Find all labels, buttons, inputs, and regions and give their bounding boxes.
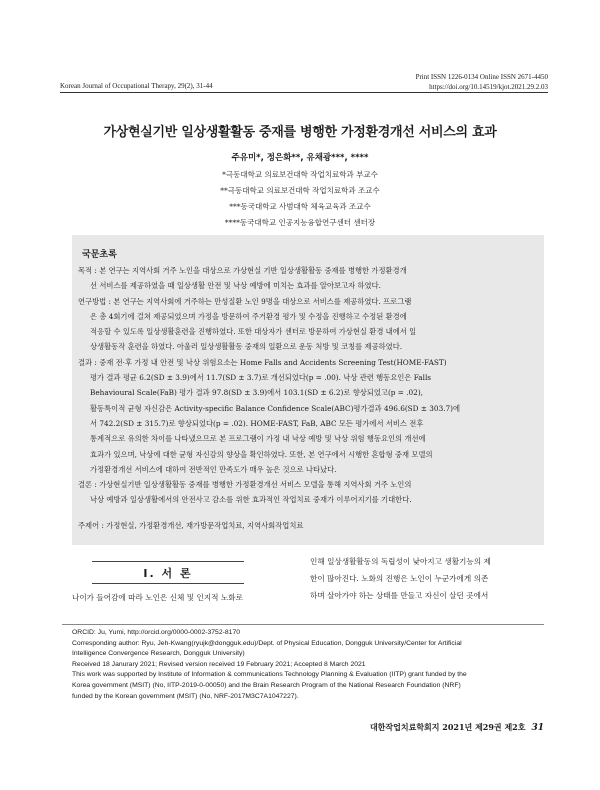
abstract-line: Behavioural Scale(FaB) 평가 결과 97.8(SD ± 3.9)에서 103.1(SD ± 6.2)로 향상되었고(p = .02), — [90, 388, 423, 398]
journal-citation: Korean Journal of Occupational Therapy, 29(2), 31-44 — [60, 82, 213, 90]
intro-left-line: 나이가 들어감에 따라 노인은 신체 및 인지적 노화로 — [72, 593, 243, 602]
abstract-line: 통계적으로 유의한 차이를 나타냈으므로 본 프로그램이 가정 내 낙상 예방 및 낙상 위험 행동요인의 개선에 — [90, 434, 426, 444]
footer-journal-issue: 대한작업치료학회지 2021년 제29권 제2호 — [369, 722, 526, 732]
abstract-line: 상생활동작 훈련을 하였다. 아울러 일상생활활동 중재의 일환으로 운동 처방 및 코칭를 제공하였다. — [90, 342, 403, 352]
abstract-line: 평가 결과 평균 6.2(SD ± 3.9)에서 11.7(SD ± 3.7)로 개선되었다(p = .00). 낙상 관련 행동요인은 Falls — [90, 373, 432, 383]
issn-text: Print ISSN 1226-0134 Online ISSN 2671-4450 — [415, 73, 548, 81]
footnote-funding-1: This work was supported by Institute of Information & communications Technology Planning & Evaluation (IITP) grant funded by the — [72, 671, 467, 679]
header-divider — [60, 92, 548, 93]
author-list: 주유미*, 정은화**, 유채광***, **** — [231, 153, 369, 163]
doi-link[interactable]: https://doi.org/10.14519/kjot.2021.29.2.03 — [429, 83, 548, 91]
affiliation-4: ****동국대학교 인공지능융합연구센터 센터장 — [224, 218, 376, 227]
intro-right-line-2: 한이 많아진다. 노화의 진행은 노인이 누군가에게 의존 — [310, 574, 489, 583]
section-rule-bottom — [92, 583, 244, 584]
abstract-line: 효과가 있으며, 낙상에 대한 균형 자신감의 향상을 확인하였다. 또한, 본 연구에서 시행한 혼합형 중재 모델의 — [90, 449, 433, 459]
abstract-body — [78, 263, 532, 508]
intro-right-line-3: 하며 살아가야 하는 상태를 만들고 자신이 살던 곳에서 — [310, 591, 489, 600]
affiliation-3: ***동국대학교 사범대학 체육교육과 조교수 — [229, 202, 371, 211]
abstract-line: 연구방법 : 본 연구는 지역사회에 거주하는 만성질환 노인 9명을 대상으로 서비스를 제공하였다. 프로그램 — [78, 296, 412, 306]
abstract-box — [72, 235, 544, 545]
footnote-orcid: ORCID: Ju, Yumi, http://orcid.org/0000-0002-3752-8170 — [72, 629, 241, 636]
footnote-funding-2: Korea government (MSIT) (No, IITP-2019-0-00050) and the Brain Research Program of the National Research Foundation (NRF) — [72, 681, 461, 689]
footnote-corresponding-2: Intelligence Convergence Research, Dongguk University) — [72, 650, 245, 658]
abstract-line: 목적 : 본 연구는 지역사회 거주 노인을 대상으로 가상현실 기반 일상생활활동 중재를 병행한 가정환경개 — [78, 266, 407, 275]
footnote-funding-3: funded by the Korean government (MSIT) (No, NRF-2017M3C7A1047227). — [72, 692, 299, 700]
intro-right-line-1: 인해 일상생활활동의 독립성이 낮아지고 생활기능의 제 — [310, 557, 491, 566]
abstract-line: 서 742.2(SD ± 315.7)로 향상되었다(p = .02). HOME-FAST, FaB, ABC 모든 평가에서 서비스 전후 — [90, 418, 424, 428]
issn-block — [416, 72, 548, 92]
abstract-heading: 국문초록 — [82, 250, 117, 260]
section-heading: Ⅰ. 서 론 — [143, 567, 193, 580]
abstract-line: 낙상 예방과 일상생활에서의 안전사고 감소를 위한 효과적인 작업치료 중재가 이루어지기를 기대한다. — [90, 495, 412, 505]
intro-right-column — [310, 553, 546, 604]
abstract-line: 적응할 수 있도록 일상생활훈련을 진행하였다. 또한 대상자가 센터로 방문하여 가상현실 환경 내에서 일 — [90, 327, 417, 337]
footnotes — [72, 628, 542, 702]
paper-title: 가상현실기반 일상생활활동 중재를 병행한 가정환경개선 서비스의 효과 — [103, 125, 497, 140]
footnote-divider — [62, 624, 544, 625]
footnote-received: Received 18 Janurary 2021; Revised version received 19 February 2021; Accepted 8 March 2021 — [72, 660, 366, 668]
abstract-line: 활동특이적 균형 자신감은 Activity-specific Balance Confidence Scale(ABC)평가결과 496.6(SD ± 303.7)에 — [90, 403, 461, 413]
affiliation-list — [0, 167, 600, 231]
affiliation-2: **극동대학교 의료보건대학 작업치료학과 조교수 — [220, 186, 380, 195]
abstract-line: 결론 : 가상현실기반 일상생활활동 중재를 병행한 가정환경개선 서비스 모델을 통해 지역사회 거주 노인의 — [78, 480, 412, 490]
keywords: 주제어 : 가정현실, 가정환경개선, 재가방문작업치료, 지역사회작업치료 — [78, 521, 304, 530]
footnote-corresponding-1: Corresponding author: Ryu, Jeh-Kwang(ryujk@dongguk.edu)/Dept. of Physical Education, Dongguk University/Center for Artificial — [72, 639, 462, 647]
abstract-line: 선 서비스를 제공하였을 때 일상생활 안전 및 낙상 예방에 미치는 효과를 알아보고자 하였다. — [90, 281, 381, 291]
section-rule-top — [92, 561, 244, 562]
abstract-line: 가정환경개선 서비스에 대하여 전반적인 만족도가 매우 높은 것으로 나타났다. — [90, 464, 337, 474]
page-footer — [370, 722, 544, 733]
abstract-line: 은 총 4회기에 걸쳐 제공되었으며 가정을 방문하여 주거환경 평가 및 수정을 진행하고 수정된 환경에 — [90, 311, 407, 321]
affiliation-1: *극동대학교 의료보건대학 작업치료학과 부교수 — [222, 170, 378, 179]
page-number: 31 — [531, 723, 544, 733]
abstract-line: 결과 : 중재 전·후 가정 내 안전 및 낙상 위험요소는 Home Falls and Accidents Screening Test(HOME-FAST) — [78, 357, 447, 367]
